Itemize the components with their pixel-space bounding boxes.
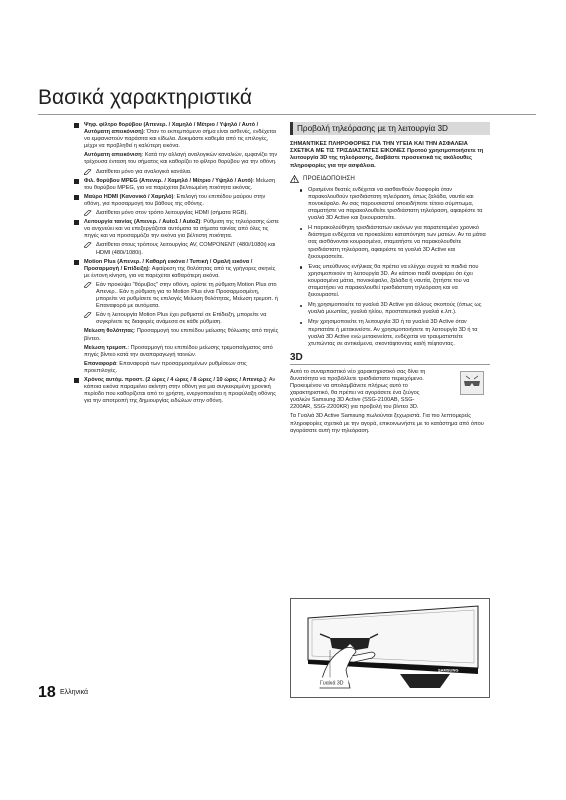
square-bullet-icon [74, 220, 79, 225]
note-text: Εάν η λειτουργία Motion Plus έχει ρυθμιστεί σε Επίδειξη, μπορείτε να συγκρίνετε τις διαφορές ανάμεσα σε κάθε ρύθμιση. [96, 312, 267, 326]
square-bullet-icon [74, 179, 79, 184]
feature-item [84, 122, 280, 176]
dot-bullet-icon [300, 305, 302, 307]
feature-lead: Motion Plus (Απενερ. / Καθαρή εικόνα / Τυπική / Ομαλή εικόνα / Προσαρμογή / Επίδειξη) [84, 258, 253, 272]
feature-item [84, 194, 280, 217]
feature-lead: Μείωση θολότητας [84, 328, 134, 335]
3d-intro [290, 369, 490, 412]
feature-item [84, 219, 280, 256]
safety-intro: ΣΗΜΑΝΤΙΚΕΣ ΠΛΗΡΟΦΟΡΙΕΣ ΓΙΑ ΤΗΝ ΥΓΕΙΑ ΚΑΙ ΤΗΝ ΑΣΦΑΛΕΙΑ ΣΧΕΤΙΚΑ ΜΕ ΤΙΣ ΤΡΙΣΔΙΑΣΤΑΤΕΣ ΕΙΚΟΝΕΣ Προτού χρησιμοποιήσετε τη λειτουργία 3D της τηλεόρασης, διαβάστε προσεκτικά τις ακόλουθες πληροφορίες για την ασφάλεια. [290, 141, 484, 169]
feature-text: : Επαναφορά των προσαρμοσμένων ρυθμίσεων στις προεπιλογές. [84, 360, 247, 374]
title-divider [38, 114, 536, 115]
feature-lead: Ψηφ. φίλτρο θορύβου (Απενερ. / Χαμηλό / Μέτριο / Υψηλό / Αυτό / Αυτόματη απεικόνιση) [84, 122, 259, 136]
page-number: 18 [38, 684, 56, 701]
feature-item [84, 178, 280, 192]
feature-text: : Αν κάποια εικόνα παραμείνει ακίνητη στην οθόνη για μια συγκεκριμένη χρονική περίοδο που καθορίζεται από το χρήστη, ενεργοποιείται η προφύλαξη οθόνης για την αποτροπή της δημιουργίας ειδώλων στην οθόνη. [84, 377, 276, 405]
feature-text: : Ρύθμιση της τηλεόρασης ώστε να ανιχνεύει και να επεξεργάζεται αυτόματα τα σήματα ταινίας από όλες τις πηγές και να προσαρμόζει την εικόνα για βέλτιστη ποιότητα. [84, 219, 279, 240]
dot-bullet-icon [300, 322, 302, 324]
note-pencil-icon [84, 242, 92, 248]
caution-bullet [290, 302, 490, 316]
caution-bullet [290, 225, 490, 260]
note-text: Διατίθεται μόνο για αναλογικά κανάλια. [96, 168, 192, 175]
3d-glasses-icon [460, 371, 484, 395]
caution-text: Μην χρησιμοποιείτε τη λειτουργία 3D ή τα γυαλιά 3D Active όταν περπατάτε ή μετακινείστε. Αν χρησιμοποιήσετε τη λειτουργία 3D ή τα γυαλιά 3D Active ενώ μετακινείστε, ενδέχεται να τραυματιστείτε χτυπώντας σε αντικείμενα, σκοντάφτοντας και/ή πέφτοντας. [308, 319, 478, 347]
left-column [84, 122, 280, 407]
caution-text: Η παρακολούθηση τρισδιάστατων εικόνων για παρατεταμένο χρονικό διάστημα ενδέχεται να προκαλέσει καταπόνηση των ματιών. Αν τα μάτια σας αισθάνονται κουρασμένα, σταματήστε να παρακολουθείτε τρισδιάστατη τηλεόραση, αφαιρέστε τα γυαλιά 3D Active και ξεκουραστείτε. [308, 225, 486, 260]
feature-lead: Μείωση τρεμοπ. [84, 344, 128, 351]
note-pencil-icon [84, 282, 92, 288]
section-header [290, 122, 490, 135]
feature-text: : Προσαρμογή του επιπέδου μείωσης θόλωσης από πηγές βίντεο. [84, 328, 279, 342]
section-marker [290, 122, 293, 135]
square-bullet-icon [74, 378, 79, 383]
note [84, 312, 280, 326]
feature-lead: Χρόνος αυτόμ. προστ. (2 ώρες / 4 ώρες / 8 ώρες / 10 ώρες / Απενερ.) [84, 377, 267, 383]
tv-brand-label: SAMSUNG [438, 667, 459, 673]
note-text: Διατίθεται μόνο στον τρόπο λειτουργίας HDMI (σήματα RGB). [96, 210, 248, 217]
feature-text: : Αφαίρεση της θολότητας από τις γρήγορες σκηνές με έντονη κίνηση, για να παρέχεται καθαρότερη εικόνα. [84, 265, 276, 279]
feature-lead: Επαναφορά [84, 360, 117, 367]
feature-lead: Φιλ. θορύβου MPEG (Απενερ. / Χαμηλό / Μέτριο / Υψηλό / Αυτό) [84, 177, 253, 184]
page-language: Ελληνικά [60, 689, 89, 696]
note [84, 210, 280, 217]
feature-lead: Αυτόματη απεικόνιση [84, 152, 142, 159]
note [84, 282, 280, 310]
feature-text: : Προσαρμογή του επιπέδου μείωσης τρεμοπαίγματος από πηγές βίντεο κατά την αναπαραγωγή ταινιών. [84, 344, 273, 358]
3d-glasses-illustration [290, 598, 490, 698]
square-bullet-icon [74, 123, 79, 128]
note-pencil-icon [84, 169, 92, 175]
caution-text: Ένας υπεύθυνος ενήλικας θα πρέπει να ελέγχει συχνά τα παιδιά που χρησιμοποιούν τη λειτουργία 3D. Αν κάποιο παιδί αναφέρει ότι έχει κουρασμένα μάτια, πονοκέφαλο, ζαλάδα ή ναυτία, ζητήστε του να σταματήσει να παρακολουθεί τρισδιάστατη τηλεόραση και να ξεκουραστεί. [308, 263, 479, 299]
glasses-callout-label: Γυαλιά 3D [320, 680, 344, 687]
note-text: Εάν προκύψει "θόρυβος" στην οθόνη, ορίστε τη ρύθμιση Motion Plus στο Απενερ.. Εάν η ρύθμιση για το Motion Plus είναι Προσαρμοσμένη, μπορείτε να ρυθμίσετε τις επιλογές Μείωση θολότητας, Μείωση τρεμοπ. ή Επαναφορά με αυτόματα. [96, 281, 278, 310]
feature-text: : Επιλογή του επιπέδου μαύρου στην οθόνη, για προσαρμογή του βάθους της οθόνης. [84, 193, 266, 207]
note-pencil-icon [84, 312, 92, 318]
feature-lead: Λειτουργία ταινίας (Απενερ. / Auto1 / Auto2) [84, 219, 201, 226]
dot-bullet-icon [300, 228, 302, 230]
3d-description: Αυτό το συναρπαστικό νέο χαρακτηριστικό σας δίνει τη δυνατότητα να προβάλλετε τρισδιάστατο περιεχόμενο. Προκειμένου να απολαμβάνετε πλήρως αυτό το χαρακτηριστικό, θα πρέπει να αγοράσετε ένα ζεύγος γυαλιών Samsung 3D Active (SSG-2100AB, SSG-2200AR, SSG-2200KR) για προβολή του βίντεο 3D. [290, 368, 426, 411]
caution-bullet [290, 187, 490, 222]
right-column [290, 122, 490, 435]
feature-text: : Μείωση του θορύβου MPEG, για να παρέχεται βελτιωμένη ποιότητα εικόνας. [84, 177, 276, 191]
note-text: Διατίθεται στους τρόπους λειτουργίας AV, COMPONENT (480i/1080i) και HDMI (480i/1080i). [96, 242, 276, 256]
feature-text: : Όταν το εκπεμπόμενο σήμα είναι ασθενές, ενδέχεται να εμφανιστούν παράσιτα και είδωλα. Δοκιμάστε καθεμία από τις επιλογές, μέχρι να προβληθεί η καλύτερη εικόνα. [84, 129, 277, 150]
note [84, 242, 280, 256]
caution-text: Μη χρησιμοποιείτε τα γυαλιά 3D Active για άλλους σκοπούς (όπως ως γυαλιά μυωπίας, γυαλιά ηλίου, προστατευτικά γυαλιά κ.λπ.). [308, 302, 482, 316]
subsection-title: 3D [290, 354, 490, 365]
feature-lead: Μαύρο HDMI (Κανονικό / Χαμηλό) [84, 193, 174, 200]
caution-bullet [290, 319, 490, 347]
caution-heading [290, 175, 490, 183]
warning-triangle-icon [290, 175, 299, 183]
3d-sales-note: Τα Γυαλιά 3D Active Samsung πωλούνται ξεχωριστά. Για πιο λεπτομερείς πληροφορίες σχετικά με την αγορά, επικοινωνήστε με το κατάστημα από όπου αγοράσατε αυτή την τηλεόραση. [290, 413, 484, 434]
caution-bullet [290, 264, 490, 299]
feature-item [84, 377, 280, 405]
caution-label: ΠΡΟΕΙΔΟΠΟΙΗΣΗ [303, 175, 355, 183]
section-title: Προβολή τηλεόρασης με τη λειτουργία 3D [297, 123, 448, 133]
square-bullet-icon [74, 195, 79, 200]
dot-bullet-icon [300, 266, 302, 268]
caution-text: Ορισμένοι θεατές ενδέχεται να αισθανθούν δυσφορία όταν παρακολουθούν τρισδιάστατη τηλεόραση, όπως ζαλάδα, ναυτία και πονοκέφαλο. Αν σας παρουσιαστεί οποιοδήποτε τέτοιο σύμπτωμα, σταματήστε να παρακολουθείτε τρισδιάστατη τηλεόραση, αφαιρέστε τα γυαλιά 3D Active και ξεκουραστείτε. [308, 186, 483, 222]
note [84, 169, 280, 176]
square-bullet-icon [74, 260, 79, 265]
feature-text: : Κατά την αλλαγή αναλογικών καναλιών, εμφανίζει την τρέχουσα ένταση του σήματος και καθορίζει το φίλτρο θορύβου για την οθόνη. [84, 152, 278, 166]
note-pencil-icon [84, 210, 92, 216]
feature-item [84, 259, 280, 375]
page-title: Βασικά χαρακτηριστικά [38, 86, 253, 109]
dot-bullet-icon [300, 189, 302, 191]
